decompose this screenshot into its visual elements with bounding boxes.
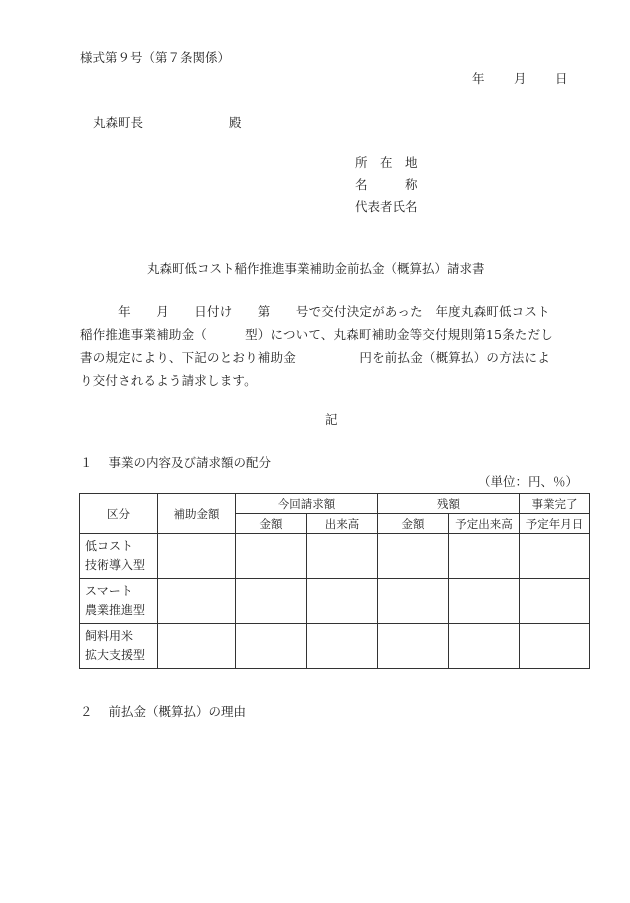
- header-progress: 出来高: [307, 514, 378, 534]
- cell-request-amount: [236, 534, 307, 579]
- header-remaining: 残額: [378, 494, 520, 514]
- section2-number: ２: [80, 704, 93, 719]
- cell-request-progress: [307, 624, 378, 669]
- cell-request-amount: [236, 579, 307, 624]
- date-day: 日: [555, 71, 568, 86]
- row-label: スマート 農業推進型: [80, 579, 158, 624]
- date-month: 月: [514, 71, 527, 86]
- table-row: [80, 624, 590, 669]
- section1-heading: [80, 455, 271, 471]
- cell-remaining-amount: [378, 534, 449, 579]
- cell-completion-date: [520, 624, 590, 669]
- row-label: 飼料用米 拡大支援型: [80, 624, 158, 669]
- cell-completion-date: [520, 579, 590, 624]
- cell-completion-date: [520, 534, 590, 579]
- header-completion-top: 事業完了: [520, 494, 590, 514]
- section2-title: 前払金（概算払）の理由: [108, 704, 247, 719]
- unit-note: （単位：円、％）: [478, 474, 579, 489]
- applicant-representative-label: 代表者氏名: [355, 199, 418, 214]
- body-line-4: り交付されるよう請求します。: [80, 373, 257, 388]
- cell-planned-progress: [449, 534, 520, 579]
- addressee-name: 丸森町長: [93, 115, 144, 130]
- cell-planned-progress: [449, 579, 520, 624]
- document-title: 丸森町低コスト稲作推進事業補助金前払金（概算払）請求書: [147, 261, 485, 276]
- applicant-name-label: 名 称: [355, 177, 418, 192]
- row-label: 低コスト 技術導入型: [80, 534, 158, 579]
- cell-remaining-amount: [378, 579, 449, 624]
- cell-subsidy-amount: [158, 534, 236, 579]
- table-row: [80, 579, 590, 624]
- applicant-address-label: 所 在 地: [355, 155, 418, 170]
- cell-planned-progress: [449, 624, 520, 669]
- body-line-3: 書の規定により、下記のとおり補助金 円を前払金（概算払）の方法によ: [80, 350, 550, 365]
- section1-number: １: [80, 455, 93, 470]
- request-body: [80, 300, 586, 392]
- addressee-honorific: 殿: [229, 115, 242, 130]
- cell-request-progress: [307, 534, 378, 579]
- cell-subsidy-amount: [158, 579, 236, 624]
- table-row: [80, 534, 590, 579]
- header-planned-progress: 予定出来高: [449, 514, 520, 534]
- form-number: 様式第９号（第７条関係）: [80, 50, 231, 65]
- section2-heading: [80, 704, 246, 720]
- cell-request-amount: [236, 624, 307, 669]
- allocation-table: [79, 493, 590, 669]
- cell-request-progress: [307, 579, 378, 624]
- cell-subsidy-amount: [158, 624, 236, 669]
- header-subsidy-amount: 補助金額: [158, 494, 236, 534]
- body-line-1: 年 月 日付け 第 号で交付決定があった 年度丸森町低コスト: [80, 304, 550, 319]
- body-line-2: 稲作推進事業補助金（ 型）について、丸森町補助金等交付規則第15条ただし: [80, 327, 554, 342]
- header-category: 区分: [80, 494, 158, 534]
- header-current-request: 今回請求額: [236, 494, 378, 514]
- section1-title: 事業の内容及び請求額の配分: [108, 455, 272, 470]
- header-amount: 金額: [236, 514, 307, 534]
- cell-remaining-amount: [378, 624, 449, 669]
- header-completion-bottom: 予定年月日: [520, 514, 590, 534]
- ki-heading: 記: [325, 412, 338, 427]
- header-amount-2: 金額: [378, 514, 449, 534]
- date-year: 年: [472, 71, 485, 86]
